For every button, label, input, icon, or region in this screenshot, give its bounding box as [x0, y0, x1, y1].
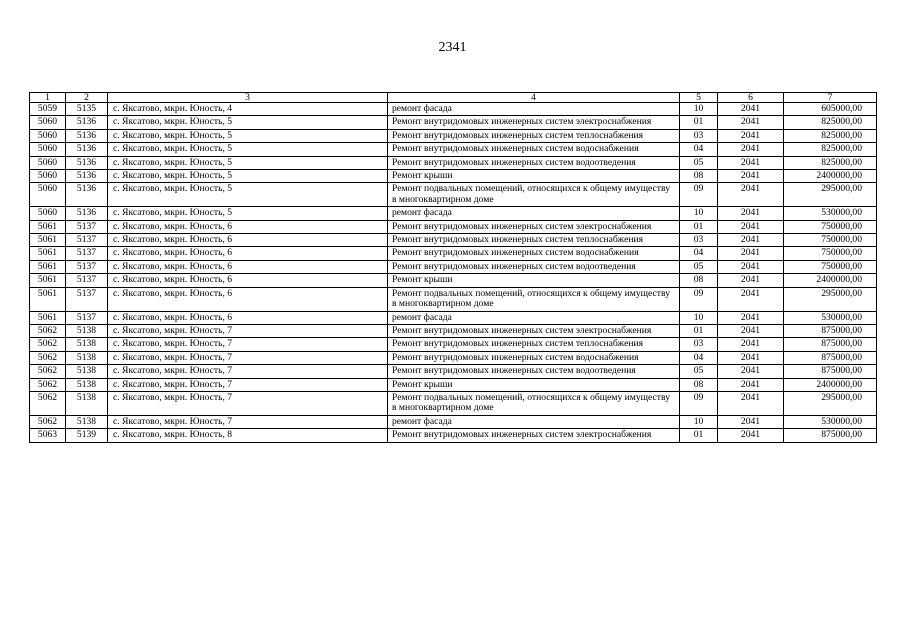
address-cell: с. Яксатово, мкрн. Юность, 7	[108, 324, 388, 337]
house-id-cell: 5137	[66, 260, 108, 273]
table-row	[30, 338, 877, 351]
row-number-cell: 5061	[30, 260, 66, 273]
work-type-cell: Ремонт подвальных помещений, относящихся к общему имуществу в многоквартирном доме	[388, 183, 680, 207]
house-id-cell: 5138	[66, 338, 108, 351]
cost-cell: 605000,00	[784, 103, 877, 116]
row-number-cell: 5062	[30, 415, 66, 428]
work-type-cell: Ремонт крыши	[388, 274, 680, 287]
row-number-cell: 5061	[30, 234, 66, 247]
work-type-cell: Ремонт внутридомовых инженерных систем водоснабжения	[388, 351, 680, 364]
house-id-cell: 5138	[66, 365, 108, 378]
row-number-cell: 5060	[30, 129, 66, 142]
year-cell: 2041	[718, 287, 784, 311]
table-row	[30, 234, 877, 247]
row-number-cell: 5061	[30, 311, 66, 324]
work-code-cell: 01	[680, 429, 718, 442]
table-row	[30, 143, 877, 156]
table-row	[30, 103, 877, 116]
address-cell: с. Яксатово, мкрн. Юность, 5	[108, 143, 388, 156]
row-number-cell: 5062	[30, 378, 66, 391]
year-cell: 2041	[718, 129, 784, 142]
work-type-cell: Ремонт крыши	[388, 378, 680, 391]
row-number-cell: 5062	[30, 391, 66, 415]
house-id-cell: 5139	[66, 429, 108, 442]
cost-cell: 295000,00	[784, 287, 877, 311]
work-type-cell: ремонт фасада	[388, 103, 680, 116]
table-row	[30, 287, 877, 311]
cost-cell: 295000,00	[784, 183, 877, 207]
column-header: 7	[784, 93, 877, 103]
row-number-cell: 5060	[30, 207, 66, 220]
cost-cell: 825000,00	[784, 116, 877, 129]
year-cell: 2041	[718, 378, 784, 391]
work-code-cell: 04	[680, 143, 718, 156]
year-cell: 2041	[718, 143, 784, 156]
table-row	[30, 260, 877, 273]
table-row	[30, 415, 877, 428]
table-row	[30, 247, 877, 260]
table-row	[30, 351, 877, 364]
work-code-cell: 01	[680, 324, 718, 337]
table-row	[30, 170, 877, 183]
year-cell: 2041	[718, 311, 784, 324]
year-cell: 2041	[718, 324, 784, 337]
house-id-cell: 5137	[66, 287, 108, 311]
column-header: 6	[718, 93, 784, 103]
address-cell: с. Яксатово, мкрн. Юность, 7	[108, 391, 388, 415]
house-id-cell: 5137	[66, 234, 108, 247]
table-row	[30, 378, 877, 391]
column-header: 1	[30, 93, 66, 103]
work-type-cell: ремонт фасада	[388, 207, 680, 220]
work-code-cell: 08	[680, 170, 718, 183]
cost-cell: 2400000,00	[784, 170, 877, 183]
address-cell: с. Яксатово, мкрн. Юность, 5	[108, 116, 388, 129]
year-cell: 2041	[718, 247, 784, 260]
house-id-cell: 5138	[66, 415, 108, 428]
cost-cell: 530000,00	[784, 207, 877, 220]
row-number-cell: 5060	[30, 183, 66, 207]
year-cell: 2041	[718, 338, 784, 351]
house-id-cell: 5135	[66, 103, 108, 116]
address-cell: с. Яксатово, мкрн. Юность, 5	[108, 129, 388, 142]
row-number-cell: 5062	[30, 324, 66, 337]
work-type-cell: ремонт фасада	[388, 415, 680, 428]
cost-cell: 750000,00	[784, 260, 877, 273]
row-number-cell: 5061	[30, 287, 66, 311]
work-code-cell: 03	[680, 338, 718, 351]
column-header: 3	[108, 93, 388, 103]
row-number-cell: 5060	[30, 170, 66, 183]
table-row	[30, 156, 877, 169]
address-cell: с. Яксатово, мкрн. Юность, 7	[108, 351, 388, 364]
cost-cell: 875000,00	[784, 351, 877, 364]
year-cell: 2041	[718, 365, 784, 378]
year-cell: 2041	[718, 391, 784, 415]
cost-cell: 750000,00	[784, 234, 877, 247]
work-code-cell: 04	[680, 247, 718, 260]
work-code-cell: 08	[680, 378, 718, 391]
house-id-cell: 5136	[66, 129, 108, 142]
table-row	[30, 311, 877, 324]
cost-cell: 875000,00	[784, 365, 877, 378]
table-row	[30, 129, 877, 142]
year-cell: 2041	[718, 183, 784, 207]
work-type-cell: Ремонт внутридомовых инженерных систем электроснабжения	[388, 116, 680, 129]
year-cell: 2041	[718, 103, 784, 116]
cost-cell: 530000,00	[784, 415, 877, 428]
year-cell: 2041	[718, 351, 784, 364]
address-cell: с. Яксатово, мкрн. Юность, 5	[108, 207, 388, 220]
work-code-cell: 04	[680, 351, 718, 364]
house-id-cell: 5138	[66, 324, 108, 337]
address-cell: с. Яксатово, мкрн. Юность, 5	[108, 170, 388, 183]
address-cell: с. Яксатово, мкрн. Юность, 6	[108, 220, 388, 233]
house-id-cell: 5136	[66, 207, 108, 220]
address-cell: с. Яксатово, мкрн. Юность, 6	[108, 287, 388, 311]
year-cell: 2041	[718, 429, 784, 442]
row-number-cell: 5062	[30, 338, 66, 351]
address-cell: с. Яксатово, мкрн. Юность, 5	[108, 156, 388, 169]
year-cell: 2041	[718, 207, 784, 220]
address-cell: с. Яксатово, мкрн. Юность, 6	[108, 311, 388, 324]
row-number-cell: 5059	[30, 103, 66, 116]
year-cell: 2041	[718, 156, 784, 169]
cost-cell: 2400000,00	[784, 274, 877, 287]
column-header: 5	[680, 93, 718, 103]
address-cell: с. Яксатово, мкрн. Юность, 6	[108, 247, 388, 260]
work-type-cell: Ремонт внутридомовых инженерных систем теплоснабжения	[388, 234, 680, 247]
year-cell: 2041	[718, 220, 784, 233]
row-number-cell: 5062	[30, 351, 66, 364]
row-number-cell: 5063	[30, 429, 66, 442]
cost-cell: 825000,00	[784, 143, 877, 156]
house-id-cell: 5137	[66, 247, 108, 260]
cost-cell: 875000,00	[784, 324, 877, 337]
house-id-cell: 5138	[66, 378, 108, 391]
work-type-cell: Ремонт подвальных помещений, относящихся к общему имуществу в многоквартирном доме	[388, 391, 680, 415]
work-type-cell: Ремонт внутридомовых инженерных систем теплоснабжения	[388, 338, 680, 351]
work-type-cell: ремонт фасада	[388, 311, 680, 324]
row-number-cell: 5060	[30, 156, 66, 169]
table-row	[30, 391, 877, 415]
work-code-cell: 09	[680, 287, 718, 311]
work-code-cell: 09	[680, 183, 718, 207]
cost-cell: 530000,00	[784, 311, 877, 324]
cost-cell: 295000,00	[784, 391, 877, 415]
work-type-cell: Ремонт внутридомовых инженерных систем теплоснабжения	[388, 129, 680, 142]
work-code-cell: 05	[680, 156, 718, 169]
address-cell: с. Яксатово, мкрн. Юность, 7	[108, 415, 388, 428]
row-number-cell: 5060	[30, 143, 66, 156]
work-type-cell: Ремонт внутридомовых инженерных систем водоотведения	[388, 260, 680, 273]
year-cell: 2041	[718, 116, 784, 129]
table-row	[30, 429, 877, 442]
work-code-cell: 05	[680, 365, 718, 378]
table-row	[30, 274, 877, 287]
work-type-cell: Ремонт подвальных помещений, относящихся к общему имуществу в многоквартирном доме	[388, 287, 680, 311]
table-header-row	[30, 93, 877, 103]
column-header: 2	[66, 93, 108, 103]
table-row	[30, 207, 877, 220]
address-cell: с. Яксатово, мкрн. Юность, 7	[108, 338, 388, 351]
work-code-cell: 05	[680, 260, 718, 273]
house-id-cell: 5137	[66, 220, 108, 233]
work-type-cell: Ремонт внутридомовых инженерных систем водоснабжения	[388, 247, 680, 260]
row-number-cell: 5061	[30, 247, 66, 260]
cost-cell: 750000,00	[784, 247, 877, 260]
cost-cell: 750000,00	[784, 220, 877, 233]
house-id-cell: 5137	[66, 311, 108, 324]
cost-cell: 825000,00	[784, 156, 877, 169]
house-id-cell: 5137	[66, 274, 108, 287]
works-table	[29, 92, 877, 443]
table-row	[30, 365, 877, 378]
house-id-cell: 5136	[66, 116, 108, 129]
house-id-cell: 5138	[66, 391, 108, 415]
year-cell: 2041	[718, 234, 784, 247]
work-type-cell: Ремонт внутридомовых инженерных систем электроснабжения	[388, 220, 680, 233]
year-cell: 2041	[718, 415, 784, 428]
column-header: 4	[388, 93, 680, 103]
work-code-cell: 10	[680, 207, 718, 220]
work-code-cell: 10	[680, 311, 718, 324]
cost-cell: 825000,00	[784, 129, 877, 142]
work-code-cell: 01	[680, 116, 718, 129]
address-cell: с. Яксатово, мкрн. Юность, 5	[108, 183, 388, 207]
house-id-cell: 5136	[66, 170, 108, 183]
work-code-cell: 03	[680, 234, 718, 247]
row-number-cell: 5062	[30, 365, 66, 378]
row-number-cell: 5061	[30, 274, 66, 287]
work-type-cell: Ремонт внутридомовых инженерных систем водоотведения	[388, 156, 680, 169]
house-id-cell: 5136	[66, 156, 108, 169]
table-row	[30, 220, 877, 233]
address-cell: с. Яксатово, мкрн. Юность, 6	[108, 234, 388, 247]
address-cell: с. Яксатово, мкрн. Юность, 6	[108, 274, 388, 287]
year-cell: 2041	[718, 260, 784, 273]
work-code-cell: 01	[680, 220, 718, 233]
address-cell: с. Яксатово, мкрн. Юность, 4	[108, 103, 388, 116]
year-cell: 2041	[718, 170, 784, 183]
work-code-cell: 10	[680, 415, 718, 428]
address-cell: с. Яксатово, мкрн. Юность, 6	[108, 260, 388, 273]
work-code-cell: 10	[680, 103, 718, 116]
work-type-cell: Ремонт внутридомовых инженерных систем водоснабжения	[388, 143, 680, 156]
work-type-cell: Ремонт внутридомовых инженерных систем водоотведения	[388, 365, 680, 378]
table-row	[30, 324, 877, 337]
work-code-cell: 08	[680, 274, 718, 287]
address-cell: с. Яксатово, мкрн. Юность, 7	[108, 365, 388, 378]
work-code-cell: 09	[680, 391, 718, 415]
work-code-cell: 03	[680, 129, 718, 142]
cost-cell: 875000,00	[784, 429, 877, 442]
cost-cell: 2400000,00	[784, 378, 877, 391]
address-cell: с. Яксатово, мкрн. Юность, 8	[108, 429, 388, 442]
work-type-cell: Ремонт внутридомовых инженерных систем электроснабжения	[388, 429, 680, 442]
cost-cell: 875000,00	[784, 338, 877, 351]
year-cell: 2041	[718, 274, 784, 287]
address-cell: с. Яксатово, мкрн. Юность, 7	[108, 378, 388, 391]
row-number-cell: 5061	[30, 220, 66, 233]
table-row	[30, 183, 877, 207]
table-row	[30, 116, 877, 129]
work-type-cell: Ремонт крыши	[388, 170, 680, 183]
page-number: 2341	[438, 40, 467, 55]
house-id-cell: 5136	[66, 183, 108, 207]
house-id-cell: 5138	[66, 351, 108, 364]
row-number-cell: 5060	[30, 116, 66, 129]
work-type-cell: Ремонт внутридомовых инженерных систем электроснабжения	[388, 324, 680, 337]
house-id-cell: 5136	[66, 143, 108, 156]
